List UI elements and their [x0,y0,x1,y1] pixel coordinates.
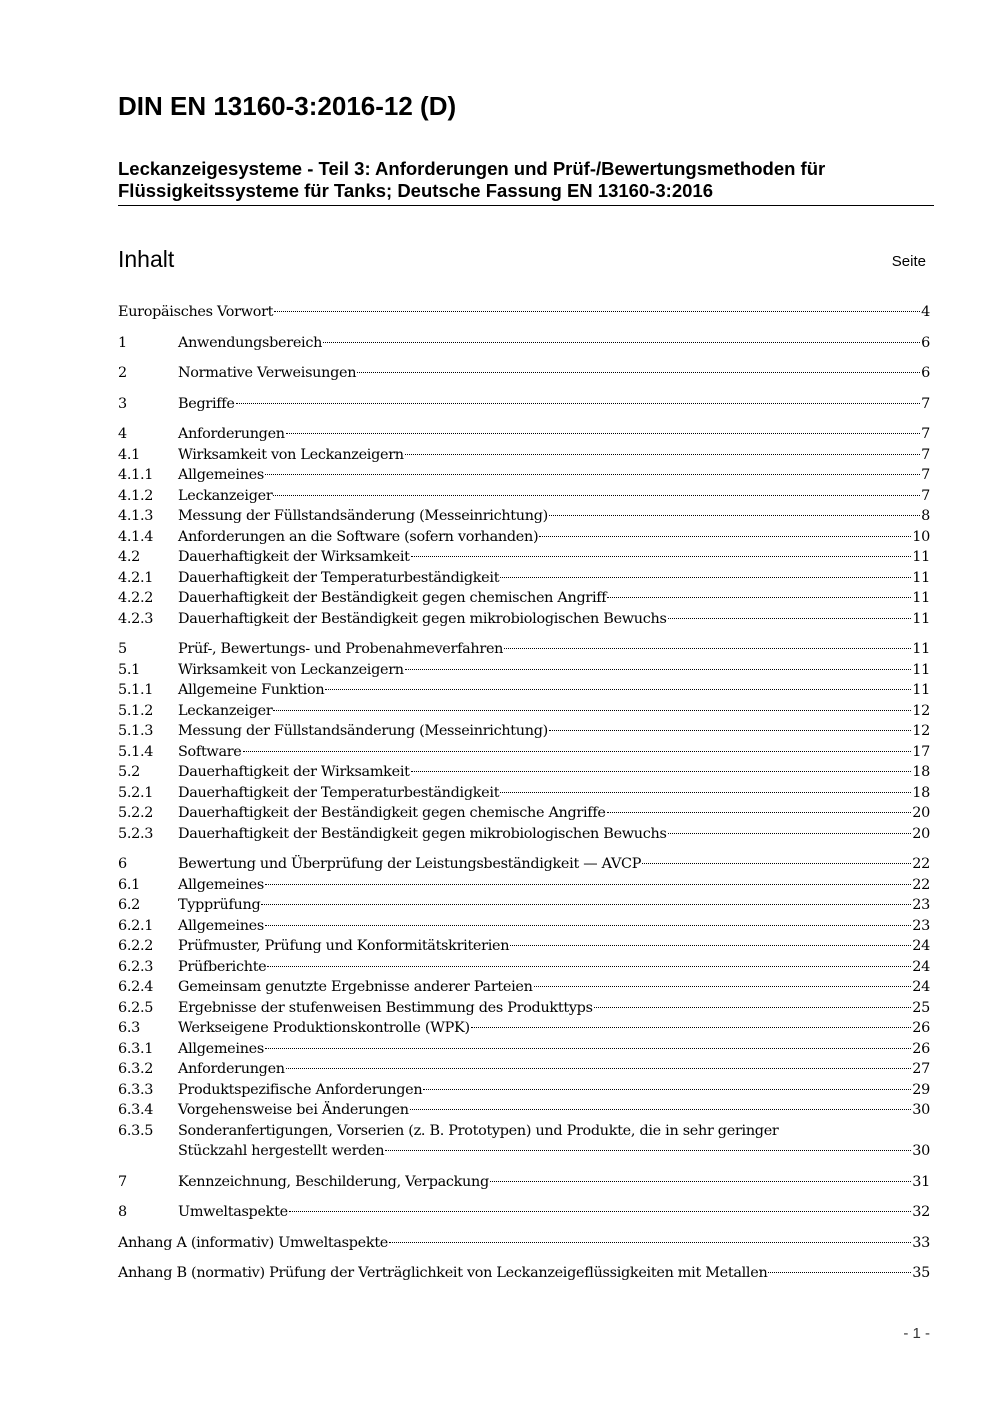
toc-leader [607,596,911,598]
toc-leader [265,473,920,475]
toc-leader [325,688,911,690]
toc-leader [405,453,920,455]
toc-entry-3[interactable] [118,394,930,415]
toc-entry-page: 23 [912,897,930,913]
toc-entry-title: Dauerhaftigkeit der Wirksamkeit [178,764,410,780]
toc-entry-6[interactable] [118,854,930,875]
toc-entry-title-continued: Stückzahl hergestellt werden [178,1143,385,1159]
toc-entry-page: 24 [912,938,930,954]
toc-entry-title: Messung der Füllstandsänderung (Messeinrichtung) [178,723,548,739]
toc-entry-title: Begriffe [178,395,235,412]
toc-entry-title: Dauerhaftigkeit der Wirksamkeit [178,549,410,565]
toc-entry-number: 6.1 [118,876,140,893]
toc-entry-page: 26 [912,1040,930,1057]
toc-entry-page: 12 [912,702,930,719]
toc-leader [389,1241,911,1243]
toc-entry-title: Werkseigene Produktionskontrolle (WPK) [178,1020,470,1036]
toc-entry-6-1[interactable] [118,875,930,896]
toc-entry-title: Wirksamkeit von Leckanzeigern [178,446,404,463]
toc-entry-number: 5 [118,641,127,657]
toc-leader [642,862,911,864]
toc-entry-title: Anwendungsbereich [178,334,323,351]
toc-entry-6-2[interactable] [118,895,930,916]
toc-entry-anhang-b[interactable] [118,1263,930,1284]
toc-entry-6-3[interactable] [118,1018,930,1039]
toc-entry-6-2-2[interactable] [118,936,930,957]
toc-entry-title: Allgemeines [178,1040,264,1057]
toc-leader [539,535,911,537]
toc-leader [549,514,920,516]
toc-entry-page: 22 [912,876,930,893]
toc-entry-title: Messung der Füllstandsänderung (Messeinrichtung) [178,508,548,524]
toc-entry-number: 4.1 [118,446,140,463]
toc-entry-5-2-2[interactable] [118,803,930,824]
toc-entry-number: 7 [118,1173,127,1190]
toc-entry-page: 18 [912,764,930,780]
toc-entry-number: 6 [118,856,127,872]
toc-leader [236,402,921,404]
toc-leader [265,924,911,926]
toc-entry-4-2-1[interactable] [118,568,930,589]
toc-entry-6-3-5[interactable] [118,1121,930,1162]
toc-leader [286,1067,912,1069]
toc-entry-1[interactable] [118,333,930,354]
toc-entry-page: 26 [912,1020,930,1036]
toc-leader [410,1108,912,1110]
toc-entry-5-1-1[interactable] [118,680,930,701]
toc-entry-page: 7 [921,395,930,412]
toc-entry-5-1[interactable] [118,660,930,681]
toc-leader [549,729,911,731]
toc-entry-6-2-5[interactable] [118,998,930,1019]
document-title: DIN EN 13160-3:2016-12 (D) [118,91,457,121]
toc-entry-number: 6.3.2 [118,1061,154,1077]
toc-entry-page: 11 [912,641,930,657]
toc-entry-number: 4.2.1 [118,569,154,586]
toc-entry-number: 4.2.2 [118,590,154,606]
toc-entry-4-2-3[interactable] [118,609,930,630]
toc-entry-page: 35 [912,1265,930,1281]
toc-entry-5-1-2[interactable] [118,701,930,722]
toc-entry-page: 11 [912,661,930,678]
toc-leader [668,832,912,834]
toc-entry-number: 4.1.3 [118,508,154,524]
toc-entry-7[interactable] [118,1172,930,1193]
toc-entry-page: 8 [921,508,930,524]
toc-entry-title: Anhang A (informativ) Umweltaspekte [118,1234,389,1251]
toc-entry-number: 4 [118,426,127,442]
toc-entry-number: 6.3.3 [118,1081,154,1098]
toc-entry-4-2-2[interactable] [118,588,930,609]
toc-leader [500,576,911,578]
page-number: - 1 - [903,1325,930,1342]
toc-leader [273,494,920,496]
toc-entry-title: Typprüfung [178,897,261,913]
subtitle-line-2: Flüssigkeitssysteme für Tanks; Deutsche Fassung EN 13160-3:2016 [118,180,713,201]
toc-entry-title: Dauerhaftigkeit der Beständigkeit gegen mikrobiologischen Bewuchs [178,610,667,627]
toc-leader [385,1149,911,1151]
toc-leader [668,617,912,619]
toc-entry-4-1-3[interactable] [118,506,930,527]
toc-entry-title: Dauerhaftigkeit der Temperaturbeständigkeit [178,569,500,586]
toc-entry-title: Allgemeine Funktion [178,682,325,698]
toc-entry-page: 30 [912,1102,930,1118]
toc-page-label: Seite [891,253,926,270]
toc-entry-number: 6.2.1 [118,917,154,934]
toc-entry-title: Normative Verweisungen [178,365,357,381]
toc-entry-page: 24 [912,958,930,975]
toc-entry-page: 6 [921,334,930,351]
toc-entry-page: 7 [921,426,930,442]
toc-entry-page: 12 [912,723,930,739]
toc-entry-2[interactable] [118,363,930,384]
toc-entry-number: 4.2 [118,549,140,565]
toc-leader [607,811,912,813]
toc-entry-title: Leckanzeiger [178,487,273,504]
toc-entry-anhang-a[interactable] [118,1233,930,1254]
document-subtitle [118,158,934,206]
toc-entry-number: 6.2.3 [118,958,154,975]
toc-leader [267,965,911,967]
toc-entry-page: 17 [912,743,930,760]
toc-entry-title: Vorgehensweise bei Änderungen [178,1102,409,1118]
toc-entry-page: 24 [912,979,930,995]
toc-entry-number: 5.1.2 [118,702,154,719]
toc-entry-6-2-1[interactable] [118,916,930,937]
toc-entry-number: 5.1.1 [118,682,154,698]
toc-entry-title: Anforderungen [178,1061,285,1077]
toc-entry-title: Dauerhaftigkeit der Beständigkeit gegen chemische Angriffe [178,805,606,821]
toc-entry-title: Bewertung und Überprüfung der Leistungsbeständigkeit — AVCP [178,856,642,872]
toc-entry-page: 23 [912,917,930,934]
toc-leader [243,750,912,752]
toc-entry-title: Gemeinsam genutzte Ergebnisse anderer Parteien [178,979,533,995]
toc-leader [490,1180,911,1182]
toc-entry-4-2[interactable] [118,547,930,568]
toc-entry-page: 7 [921,446,930,463]
toc-entry-4[interactable] [118,424,930,445]
toc-entry-number: 6.3 [118,1020,140,1036]
toc-entry-6-3-2[interactable] [118,1059,930,1080]
toc-entry-page: 33 [912,1234,930,1251]
toc-leader [504,647,911,649]
toc-entry-page: 7 [921,487,930,504]
toc-entry-page: 11 [912,590,930,606]
toc-entry-title: Wirksamkeit von Leckanzeigern [178,661,404,678]
toc-entry-page: 4 [921,304,930,320]
toc-leader [289,1210,911,1212]
toc-entry-page: 11 [912,549,930,565]
toc-entry-page: 18 [912,784,930,801]
toc-entry-title: Anforderungen [178,426,285,442]
toc-leader [594,1006,912,1008]
toc-entry-page: 10 [912,528,930,545]
table-of-contents [118,302,930,1284]
toc-entry-title: Produktspezifische Anforderungen [178,1081,423,1098]
toc-leader [534,985,912,987]
toc-leader [500,791,911,793]
toc-entry-8[interactable] [118,1202,930,1223]
toc-entry-number: 6.2 [118,897,140,913]
toc-leader [510,944,911,946]
toc-leader [261,903,911,905]
toc-entry-page: 7 [921,467,930,483]
toc-entry-page: 31 [912,1173,930,1190]
toc-entry-page: 11 [912,569,930,586]
toc-entry-number: 4.1.2 [118,487,154,504]
toc-entry-title: Sonderanfertigungen, Vorserien (z. B. Prototypen) und Produkte, die in sehr geringer [178,1122,779,1139]
toc-entry-title: Dauerhaftigkeit der Beständigkeit gegen chemischen Angriff [178,590,607,606]
toc-entry-page: 27 [912,1061,930,1077]
toc-leader [411,770,912,772]
toc-entry-page: 11 [912,610,930,627]
toc-entry-number: 5.2 [118,764,140,780]
toc-entry-number: 5.2.1 [118,784,154,801]
toc-entry-number: 6.3.1 [118,1040,154,1057]
toc-leader [265,883,911,885]
toc-leader [405,668,912,670]
toc-entry-number: 5.1.3 [118,723,154,739]
toc-entry-number: 5.2.3 [118,825,154,842]
toc-entry-title: Prüfmuster, Prüfung und Konformitätskriterien [178,938,510,954]
toc-entry-page: 11 [912,682,930,698]
toc-entry-title: Allgemeines [178,467,264,483]
toc-leader [411,555,912,557]
toc-entry-number: 5.2.2 [118,805,154,821]
toc-entry-title: Kennzeichnung, Beschilderung, Verpackung [178,1173,489,1190]
toc-entry-page: 32 [912,1204,930,1220]
toc-entry-5-1-3[interactable] [118,721,930,742]
toc-heading: Inhalt [118,246,175,272]
toc-entry-title: Prüf-, Bewertungs- und Probenahmeverfahren [178,641,504,657]
toc-entry-number: 6.2.4 [118,979,154,995]
toc-entry-title: Dauerhaftigkeit der Temperaturbeständigkeit [178,784,500,801]
toc-entry-6-2-4[interactable] [118,977,930,998]
toc-entry-number: 4.1.4 [118,528,154,545]
toc-entry-number: 5.1 [118,661,140,678]
toc-entry-title: Prüfberichte [178,958,267,975]
toc-entry-title: Leckanzeiger [178,702,273,719]
toc-entry-title: Europäisches Vorwort [118,304,274,320]
toc-leader [265,1047,911,1049]
toc-entry-title: Umweltaspekte [178,1204,288,1220]
toc-entry-number: 6.3.5 [118,1122,154,1139]
toc-entry-title: Allgemeines [178,876,264,893]
toc-entry-4-1-2[interactable] [118,486,930,507]
toc-entry-5-2-3[interactable] [118,824,930,845]
toc-entry-title: Anforderungen an die Software (sofern vorhanden) [178,528,539,545]
toc-entry-6-3-4[interactable] [118,1100,930,1121]
toc-entry-5-2-1[interactable] [118,783,930,804]
toc-leader [423,1088,911,1090]
toc-entry-number: 5.1.4 [118,743,154,760]
toc-entry-page: 30 [912,1143,930,1159]
toc-leader [768,1271,911,1273]
toc-entry-5-2[interactable] [118,762,930,783]
toc-leader [471,1026,912,1028]
toc-entry-page: 22 [912,856,930,872]
toc-entry-4-1-4[interactable] [118,527,930,548]
toc-entry-page: 6 [921,365,930,381]
toc-entry-number: 6.3.4 [118,1102,154,1118]
toc-entry-4-1-1[interactable] [118,465,930,486]
toc-entry-number: 6.2.5 [118,999,154,1016]
toc-entry-page: 20 [912,825,930,842]
toc-entry-number: 6.2.2 [118,938,154,954]
toc-entry-page: 20 [912,805,930,821]
toc-entry-number: 8 [118,1204,127,1220]
toc-entry-title: Ergebnisse der stufenweisen Bestimmung des Produkttyps [178,999,593,1016]
toc-entry-title: Allgemeines [178,917,264,934]
toc-entry-number: 3 [118,395,127,412]
toc-entry-number: 4.2.3 [118,610,154,627]
subtitle-line-1: Leckanzeigesysteme - Teil 3: Anforderungen und Prüf-/Bewertungsmethoden für [118,158,826,179]
toc-entry-page: 25 [912,999,930,1016]
toc-leader [323,341,920,343]
toc-entry-6-3-1[interactable] [118,1039,930,1060]
toc-entry-number: 4.1.1 [118,467,154,483]
toc-entry-page: 29 [912,1081,930,1098]
toc-leader [286,432,920,434]
toc-entry-6-3-3[interactable] [118,1080,930,1101]
toc-entry-5[interactable] [118,639,930,660]
toc-entry-5-1-4[interactable] [118,742,930,763]
toc-entry-title: Software [178,743,242,760]
toc-leader [357,371,920,373]
toc-leader [274,310,920,312]
toc-entry-6-2-3[interactable] [118,957,930,978]
toc-entry-title: Anhang B (normativ) Prüfung der Verträglichkeit von Leckanzeigeflüssigkeiten mit Metallen [118,1265,768,1281]
toc-leader [273,709,911,711]
toc-entry-vorwort[interactable] [118,302,930,323]
toc-entry-number: 2 [118,365,127,381]
toc-entry-number: 1 [118,334,127,351]
toc-entry-title: Dauerhaftigkeit der Beständigkeit gegen mikrobiologischen Bewuchs [178,825,667,842]
toc-entry-4-1[interactable] [118,445,930,466]
